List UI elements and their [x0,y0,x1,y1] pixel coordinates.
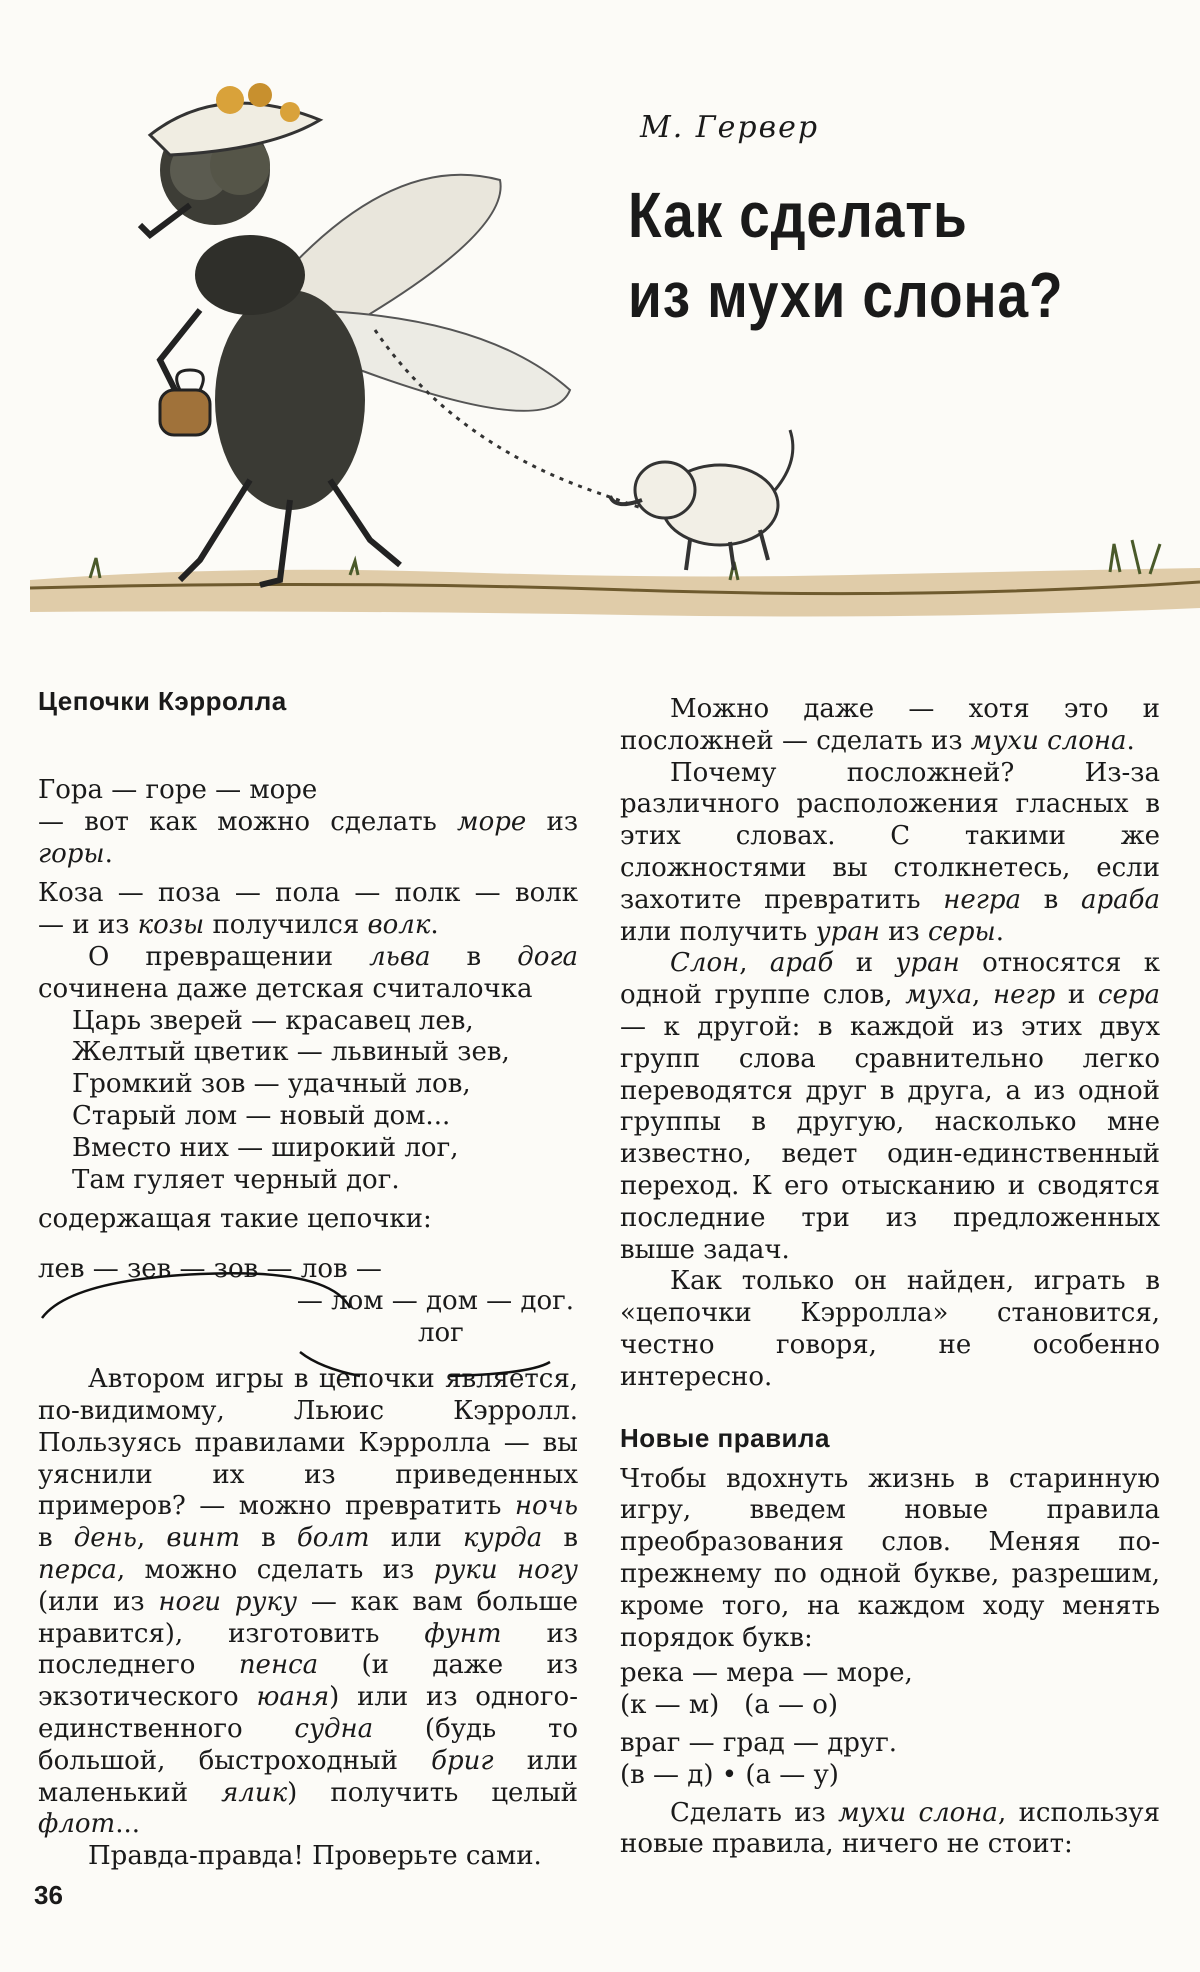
section-heading-carroll-chains: Цепочки Кэрролла [38,686,287,716]
page-number: 36 [34,1880,63,1910]
chain-gora-more: Гора — горе — море [38,775,318,805]
lev-chain-line-2: — лом — дом — дог. [296,1286,574,1317]
why-harder-paragraph: Почему посложней? Из-за различного расположения гласных в этих словах. С такими же сложностями вы столкнетесь, если захотите превратить негра в араба или получить уран из серы. [620,757,1161,947]
elephant-figure [610,430,793,570]
example-1-letters: (к — м) (а — о) [620,1690,839,1721]
new-rules-paragraph: Чтобы вдохнуть жизнь в старинную игру, введем новые правила преобразования слов. Меняя по-прежнему по одной букве, разрешим, кроме того, на каждом ходу менять порядок букв: [620,1463,1160,1653]
poem-line: Старый лом — новый дом... [72,1100,451,1131]
lev-chain-line-1: лев — зев — зов — лов — [38,1254,382,1285]
chain-koza-volk-caption: — и из козы получился волк. [38,910,439,941]
example-2-words: враг — град — друг. [620,1727,898,1758]
right-column [620,694,1160,1861]
poem-line: Вместо них — широкий лог, [72,1132,459,1163]
section-heading-new-rules: Новые правила [620,1422,831,1453]
counting-rhyme-poem [38,1006,578,1197]
poem-line: Там гуляет черный дог. [72,1164,400,1195]
poem-line: Желтый цветик — львиный зев, [72,1037,510,1068]
carroll-paragraph: Автором игры в цепочки является, по-видимому, Льюис Кэрролл. Пользуясь правилами Кэрролла — вы уяснили их из приведенных примеров? — можно превратить ночь в день, винт в болт или курда в перса, можно сделать из руки ногу (или из ноги руку — как вам больше нравится), изготовить фунт из последнего пенса (и даже из экзотического юаня) или из одного-единственного судна (будь то большой, быстроходный бриг или маленький ялик) получить целый флот... [38,1364,579,1840]
poem-line: Громкий зов — удачный лов, [72,1069,471,1100]
chain-intro: содержащая такие цепочки: [38,1204,432,1235]
title-line-2: из мухи слона? [628,259,1064,331]
make-elephant-paragraph: Сделать из мухи слона, используя новые правила, ничего не стоит: [620,1797,1160,1860]
left-column [38,685,578,1873]
author-name: М. Гервер [640,110,820,145]
fly-and-elephant-illustration [30,60,1200,640]
chain-gora-more-caption: — вот как можно сделать море из горы. [38,806,579,869]
once-found-paragraph: Как только он найден, играть в «цепочки Кэрролла» становится, честно говоря, не особенно интересно. [620,1266,1160,1392]
article-title [628,175,1092,335]
lev-chain-line-3: лог [418,1318,464,1349]
example-2-letters: (в — д) • (а — у) [620,1759,839,1790]
counting-rhyme-intro: О превращении льва в дога сочинена даже детская считалочка [38,941,578,1004]
poem-line: Царь зверей — красавец лев, [72,1005,474,1036]
example-1-words: река — мера — море, [620,1658,913,1689]
elephant-paragraph: Можно даже — хотя это и посложней — сделать из мухи слона. [620,694,1160,756]
title-line-1: Как сделать [628,179,968,251]
check-yourself-line: Правда-правда! Проверьте сами. [88,1841,542,1872]
chain-koza-volk: Коза — поза — пола — полк — волк [38,878,578,909]
word-groups-paragraph: Слон, араб и уран относятся к одной группе слов, муха, негр и сера — к другой: в каждой из этих двух групп слова сравнительно легко переводятся друг в друга, а из одной группы в другую, насколько мне известно, ведет один-единственный переход. К его отысканию и сводятся последние три из предложенных выше задач. [620,948,1161,1265]
